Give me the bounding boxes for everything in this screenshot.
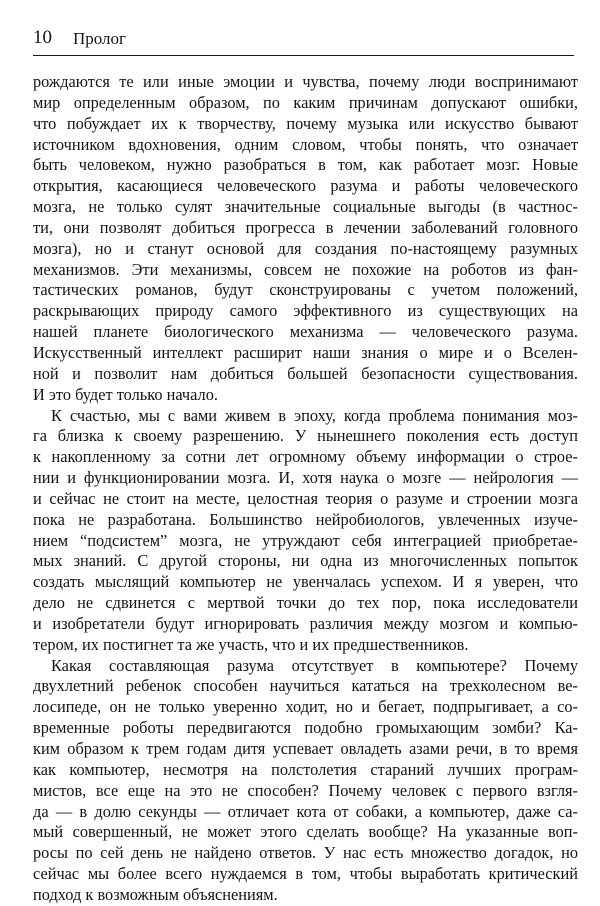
- text-line: и изобретатели будут игнорировать различия между мозгом и компью-: [33, 613, 578, 633]
- text-line: рождаются те или иные эмоции и чувства, почему люди воспринимают: [33, 72, 578, 91]
- text-line: временные роботы передвигаются подобно громыхающим зомби? Ка-: [33, 718, 578, 738]
- text-line: тастических романов, будут сконструированы с учетом положений,: [33, 280, 578, 300]
- text-line: пока не разработана. Большинство нейробиологов, увлеченных изуче-: [33, 509, 578, 529]
- text-line: двухлетний ребенок способен научиться кататься на трехколесном ве-: [33, 676, 578, 696]
- text-line: как компьютер, несмотря на полстолетия стараний лучших програм-: [33, 759, 578, 779]
- text-line: нии и функционировании мозга. И, хотя наука о мозге — нейрология —: [33, 468, 578, 488]
- text-line: что побуждает их к творчеству, почему музыка или искусство бывают: [33, 113, 578, 133]
- text-line: росы по сей день не найдено ответов. У нас есть множество догадок, но: [33, 843, 578, 863]
- text-line: мистов, все еще на это не способен? Почему человек с первого взгля-: [33, 780, 578, 800]
- text-line: Искусственный интеллект расширит наши знания о мире и о Вселен-: [33, 342, 578, 362]
- text-line: да — в долю секунды — отличает кота от собаки, а компьютер, даже са-: [33, 801, 578, 821]
- paragraph: [33, 406, 578, 656]
- text-line: дело не сдвинется с мертвой точки до тех пор, пока исследователи: [33, 593, 578, 613]
- text-line: мых знаний. С другой стороны, ни одна из многочисленных попыток: [33, 551, 578, 571]
- text-line: И это будет только начало.: [33, 384, 218, 404]
- text-line: подход к возможным объяснениям.: [33, 884, 278, 904]
- page-header: [33, 26, 573, 54]
- text-line: ной и позволит нам добиться большей безопасности существования.: [33, 363, 578, 383]
- text-line: мозга, не только сулят значительные социальные выгоды (в частнос-: [33, 197, 578, 217]
- text-line: Какая составляющая разума отсутствует в компьютере? Почему: [51, 655, 578, 675]
- text-line: создать мыслящий компьютер не увенчалась успехом. И я уверен, что: [33, 572, 578, 592]
- paragraph: [33, 72, 578, 406]
- text-line: мозга), но и станут основой для создания по-настоящему разумных: [33, 238, 578, 258]
- text-line: К счастью, мы с вами живем в эпоху, когда проблема понимания моз-: [51, 405, 578, 425]
- text-line: мый совершенный, не может этого сделать вообще? На указанные воп-: [33, 822, 578, 842]
- text-line: и сейчас не стоит на месте, целостная теория о разуме и строении мозга: [33, 488, 578, 508]
- text-line: сейчас мы более всего нуждаемся в том, чтобы выработать критический: [33, 864, 578, 884]
- paragraph: [33, 656, 578, 906]
- text-line: открытия, касающиеся человеческого разума и работы человеческого: [33, 176, 578, 196]
- text-line: нием “подсистем” мозга, не утруждают себя интеграцией приобретае-: [33, 530, 578, 550]
- text-line: нашей планете биологического механизма — человеческого разума.: [33, 322, 578, 342]
- text-line: быть человеком, нужно разобраться в том, как работает мозг. Новые: [33, 155, 578, 175]
- text-line: ти, они позволят добиться прогресса в лечении заболеваний головного: [33, 217, 578, 237]
- text-line: лосипеде, он не только уверенно ходит, но и бегает, подпрыгивает, а со-: [33, 697, 578, 717]
- text-line: к накопленному за сотни лет огромному объему информации о строе-: [33, 447, 578, 467]
- text-line: механизмов. Эти механизмы, совсем не похожие на роботов из фан-: [33, 259, 578, 279]
- text-line: мир определенным образом, по каким причинам допускают ошибки,: [33, 92, 578, 112]
- header-rule: [33, 55, 574, 56]
- text-line: источником вдохновения, одним словом, чтобы понять, что означает: [33, 134, 578, 154]
- text-line: тером, их постигнет та же участь, что и их предшественников.: [33, 634, 469, 654]
- text-line: га близка к своему разрешению. У нынешнего поколения есть доступ: [33, 426, 578, 446]
- text-line: ким образом к трем годам дитя успевает овладеть азами речи, в то время: [33, 739, 578, 758]
- text-line: раскрывающих природу самого эффективного из существующих на: [33, 301, 578, 321]
- page-number: 10: [33, 27, 52, 48]
- running-title: Пролог: [73, 29, 127, 48]
- body-text: [33, 72, 578, 906]
